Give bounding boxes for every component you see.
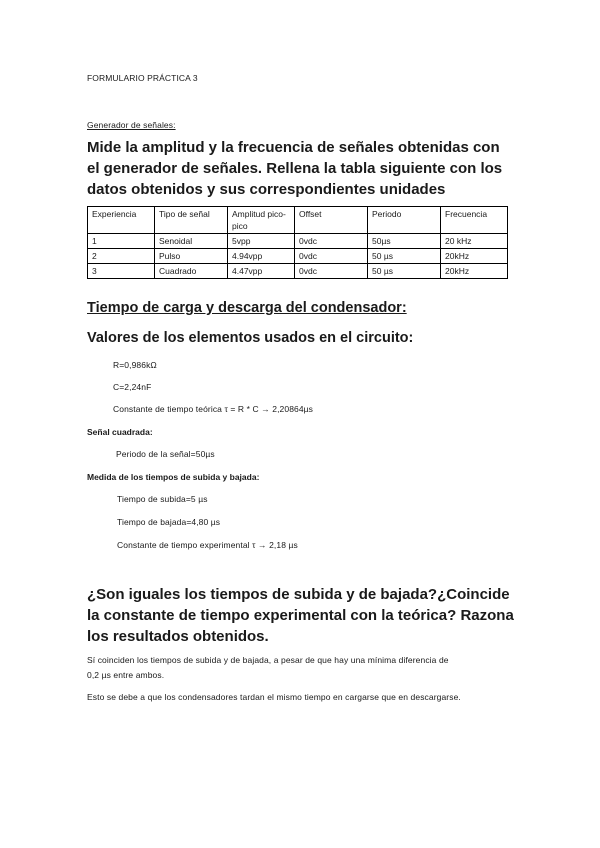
table-row xyxy=(88,264,508,279)
table-cell: 0vdc xyxy=(295,249,368,264)
table-header-cell: Tipo de señal xyxy=(155,207,228,234)
resistance-value: R=0,986kΩ xyxy=(113,360,157,370)
table-cell: 20kHz xyxy=(441,264,508,279)
capacitor-heading: Tiempo de carga y descarga del condensador: xyxy=(87,300,407,316)
signal-period: Periodo de la señal=50µs xyxy=(116,449,215,459)
experimental-time-constant: Constante de tiempo experimental τ → 2,18 µs xyxy=(117,540,298,550)
fall-time: Tiempo de bajada=4,80 µs xyxy=(117,517,221,527)
table-cell: 5vpp xyxy=(228,234,295,249)
table-header-cell: Experiencia xyxy=(88,207,155,234)
answer-line-2: 0,2 µs entre ambos. xyxy=(87,670,165,680)
table-header-cell: Amplitud pico-pico xyxy=(228,207,295,234)
table-cell: 50 µs xyxy=(368,249,441,264)
table-cell: Cuadrado xyxy=(155,264,228,279)
theoretical-time-constant: Constante de tiempo teórica τ = R * C → 2,20864µs xyxy=(113,404,314,414)
table-cell: Pulso xyxy=(155,249,228,264)
signal-generator-heading: Generador de señales: xyxy=(87,120,176,130)
table-cell: 50 µs xyxy=(368,264,441,279)
capacitance-value: C=2,24nF xyxy=(113,382,152,392)
document-title: FORMULARIO PRÁCTICA 3 xyxy=(87,73,198,83)
table-cell: 0vdc xyxy=(295,234,368,249)
table-row xyxy=(88,234,508,249)
amplitude-question: Mide la amplitud y la frecuencia de señales obtenidas con el generador de señales. Rellena la tabla siguiente con los datos obtenidos y sus correspondientes unidades xyxy=(87,139,503,198)
table-header-row xyxy=(88,207,508,234)
table-row xyxy=(88,249,508,264)
answer-line-1: Sí coinciden los tiempos de subida y de bajada, a pesar de que hay una mínima diferencia de xyxy=(87,655,449,665)
comparison-question: ¿Son iguales los tiempos de subida y de bajada?¿Coincide la constante de tiempo experimental con la teórica? Razona los resultados obtenidos. xyxy=(87,586,514,645)
table-cell: 20 kHz xyxy=(441,234,508,249)
table-cell: 3 xyxy=(88,264,155,279)
circuit-values-heading: Valores de los elementos usados en el circuito: xyxy=(87,330,414,346)
square-signal-label: Señal cuadrada: xyxy=(87,427,153,437)
answer-paragraph-2: Esto se debe a que los condensadores tardan el mismo tiempo en cargarse que en descargarse. xyxy=(87,692,461,702)
table-cell: 50µs xyxy=(368,234,441,249)
table-cell: Senoidal xyxy=(155,234,228,249)
table-cell: 2 xyxy=(88,249,155,264)
table-header-cell: Offset xyxy=(295,207,368,234)
table-cell: 4.94vpp xyxy=(228,249,295,264)
table-cell: 0vdc xyxy=(295,264,368,279)
table-header-cell: Frecuencia xyxy=(441,207,508,234)
table-cell: 20kHz xyxy=(441,249,508,264)
signal-table xyxy=(87,206,508,279)
table-header-cell: Periodo xyxy=(368,207,441,234)
table-cell: 4.47vpp xyxy=(228,264,295,279)
table-cell: 1 xyxy=(88,234,155,249)
rise-fall-heading: Medida de los tiempos de subida y bajada: xyxy=(87,472,260,482)
rise-time: Tiempo de subida=5 µs xyxy=(117,494,208,504)
